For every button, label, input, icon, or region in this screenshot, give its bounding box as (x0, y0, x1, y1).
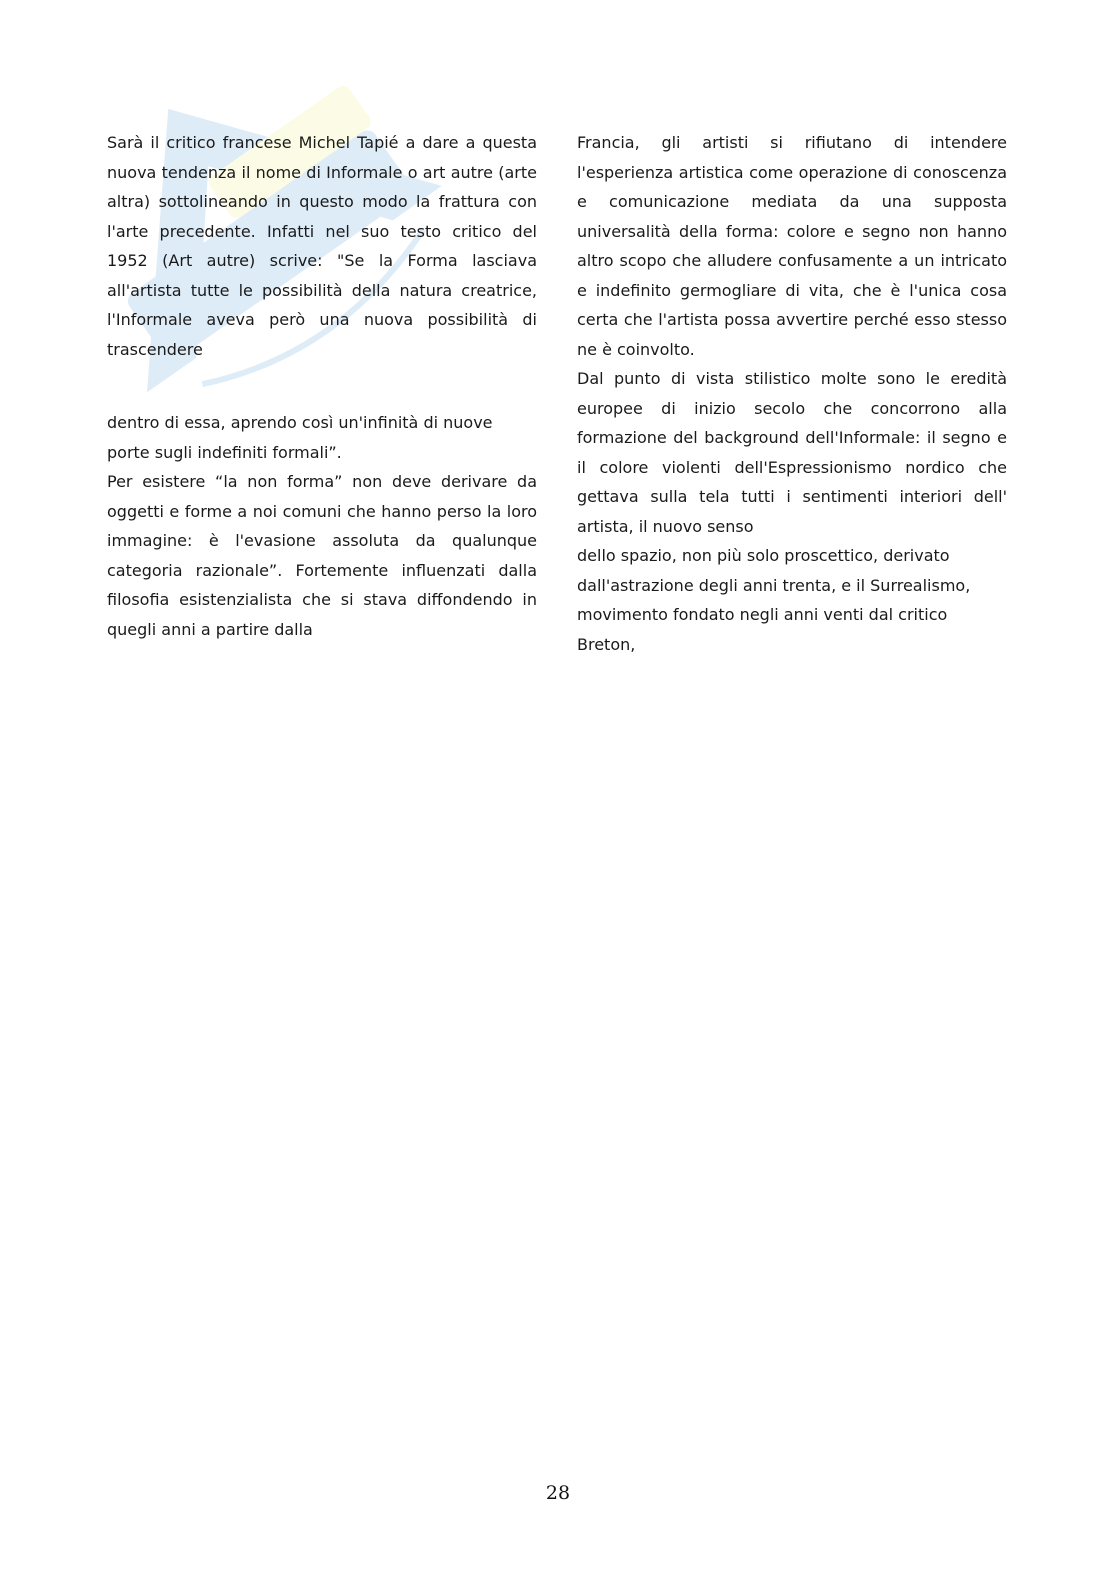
paragraph: Francia, gli artisti si rifiutano di intendere l'esperienza artistica come operazione di conoscenza e comunicazione mediata da una supposta universalità della forma: colore e segno non hanno altro scopo che alludere confusamente a un intricato e indefinito germogliare di vita, che è l'unica cosa certa che l'artista possa avvertire perché esso stesso ne è coinvolto. (577, 133, 1007, 359)
paragraph: dentro di essa, aprendo così un'infinità di nuove porte sugli indefiniti formali”. (107, 413, 493, 462)
paragraph: dello spazio, non più solo proscettico, derivato dall'astrazione degli anni trenta, e il Surrealismo, movimento fondato negli anni venti dal critico Breton, (577, 546, 971, 654)
paragraph: Sarà il critico francese Michel Tapié a dare a questa nuova tendenza il nome di Informale o art autre (arte altra) sottolineando in questo modo la frattura con l'arte precedente. Infatti nel suo testo critico del 1952 (Art autre) scrive: "Se la Forma lasciava all'artista tutte le possibilità della natura creatrice, l'Informale aveva però una nuova possibilità di trascendere (107, 133, 537, 359)
page-number: 28 (545, 1482, 571, 1504)
left-column (107, 128, 537, 644)
paragraph: Per esistere “la non forma” non deve derivare da oggetti e forme a noi comuni che hanno perso la loro immagine: è l'evasione assoluta da qualunque categoria razionale”. Fortemente influenzati dalla filosofia esistenzialista che si stava diffondendo in quegli anni a partire dalla (107, 472, 537, 639)
paragraph-gap (107, 364, 537, 408)
right-column (577, 128, 1007, 659)
paragraph: Dal punto di vista stilistico molte sono le eredità europee di inizio secolo che concorrono alla formazione del background dell'Informale: il segno e il colore violenti dell'Espressionismo nordico che gettava sulla tela tutti i sentimenti interiori dell' artista, il nuovo senso (577, 369, 1007, 536)
